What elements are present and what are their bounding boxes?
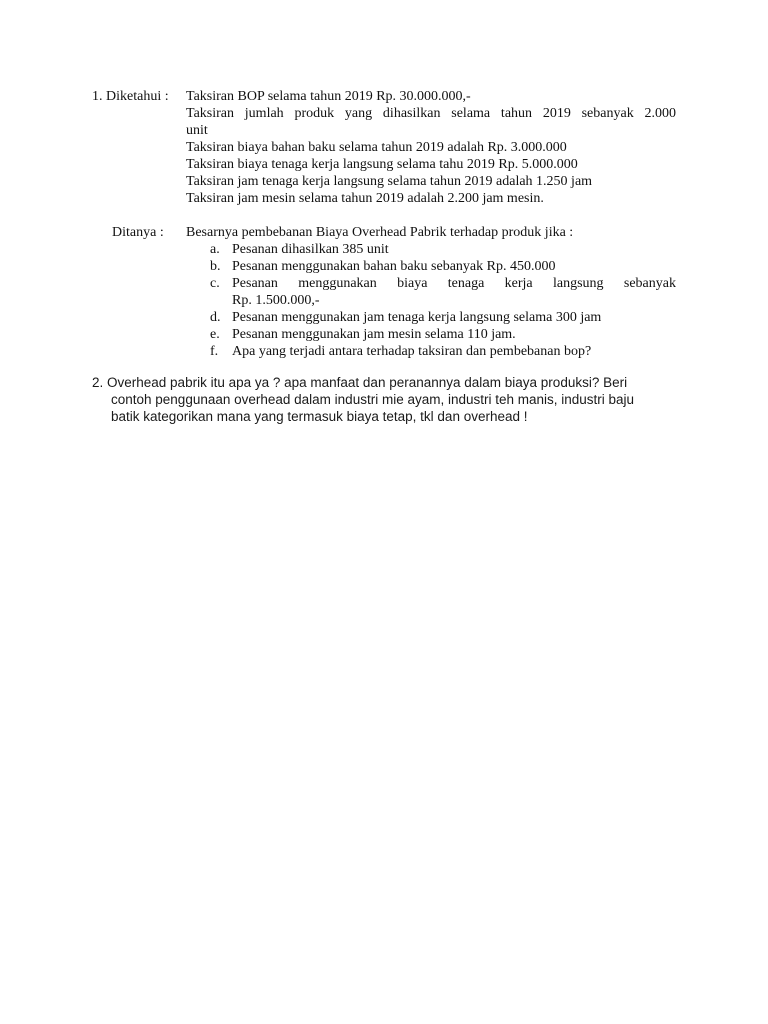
option-text-continuation: Rp. 1.500.000,- bbox=[232, 293, 320, 308]
question-2-line: contoh penggunaan overhead dalam industri mie ayam, industri teh manis, industri baju bbox=[111, 392, 635, 407]
known-item: Taksiran BOP selama tahun 2019 Rp. 30.000.000,- bbox=[186, 89, 471, 104]
asked-label: Ditanya : bbox=[112, 225, 164, 240]
option-list bbox=[186, 241, 676, 360]
option-text-block bbox=[232, 275, 676, 309]
question-1 bbox=[92, 88, 676, 360]
option-letter: e. bbox=[210, 327, 220, 342]
list-item bbox=[186, 258, 676, 275]
question-2 bbox=[92, 374, 668, 425]
asked-text: Besarnya pembebanan Biaya Overhead Pabrik terhadap produk jika : bbox=[186, 225, 574, 240]
list-item bbox=[186, 343, 676, 360]
known-item: Taksiran jumlah produk yang dihasilkan selama tahun 2019 sebanyak 2.000 bbox=[186, 106, 676, 121]
option-letter: f. bbox=[210, 344, 219, 359]
option-letter: a. bbox=[210, 242, 220, 257]
known-label: 1. Diketahui : bbox=[92, 89, 169, 104]
question-2-line: 2. Overhead pabrik itu apa ya ? apa manfaat dan peranannya dalam biaya produksi? Beri bbox=[92, 375, 628, 390]
option-letter: c. bbox=[210, 276, 220, 291]
list-item bbox=[186, 275, 676, 309]
option-text: Pesanan menggunakan biaya tenaga kerja langsung sebanyak bbox=[232, 276, 676, 291]
option-letter: b. bbox=[210, 259, 221, 274]
asked-section bbox=[92, 224, 676, 360]
known-item: Taksiran jam tenaga kerja langsung selama tahun 2019 adalah 1.250 jam bbox=[186, 174, 593, 189]
known-item-continuation: unit bbox=[186, 123, 208, 138]
list-item bbox=[186, 326, 676, 343]
known-item: Taksiran jam mesin selama tahun 2019 adalah 2.200 jam mesin. bbox=[186, 191, 544, 206]
option-text: Pesanan menggunakan jam mesin selama 110 jam. bbox=[232, 327, 516, 342]
option-text: Apa yang terjadi antara terhadap taksiran dan pembebanan bop? bbox=[232, 344, 592, 359]
list-item bbox=[186, 241, 676, 258]
option-text: Pesanan dihasilkan 385 unit bbox=[232, 242, 389, 257]
asked-body bbox=[186, 224, 676, 360]
known-section bbox=[92, 88, 676, 207]
question-2-line: batik kategorikan mana yang termasuk biaya tetap, tkl dan overhead ! bbox=[111, 409, 528, 424]
known-list bbox=[186, 88, 676, 207]
known-item: Taksiran biaya tenaga kerja langsung selama tahu 2019 Rp. 5.000.000 bbox=[186, 157, 578, 172]
option-text: Pesanan menggunakan bahan baku sebanyak Rp. 450.000 bbox=[232, 259, 556, 274]
list-item bbox=[186, 309, 676, 326]
known-item: Taksiran biaya bahan baku selama tahun 2019 adalah Rp. 3.000.000 bbox=[186, 140, 567, 155]
option-letter: d. bbox=[210, 310, 221, 325]
option-text: Pesanan menggunakan jam tenaga kerja langsung selama 300 jam bbox=[232, 310, 602, 325]
